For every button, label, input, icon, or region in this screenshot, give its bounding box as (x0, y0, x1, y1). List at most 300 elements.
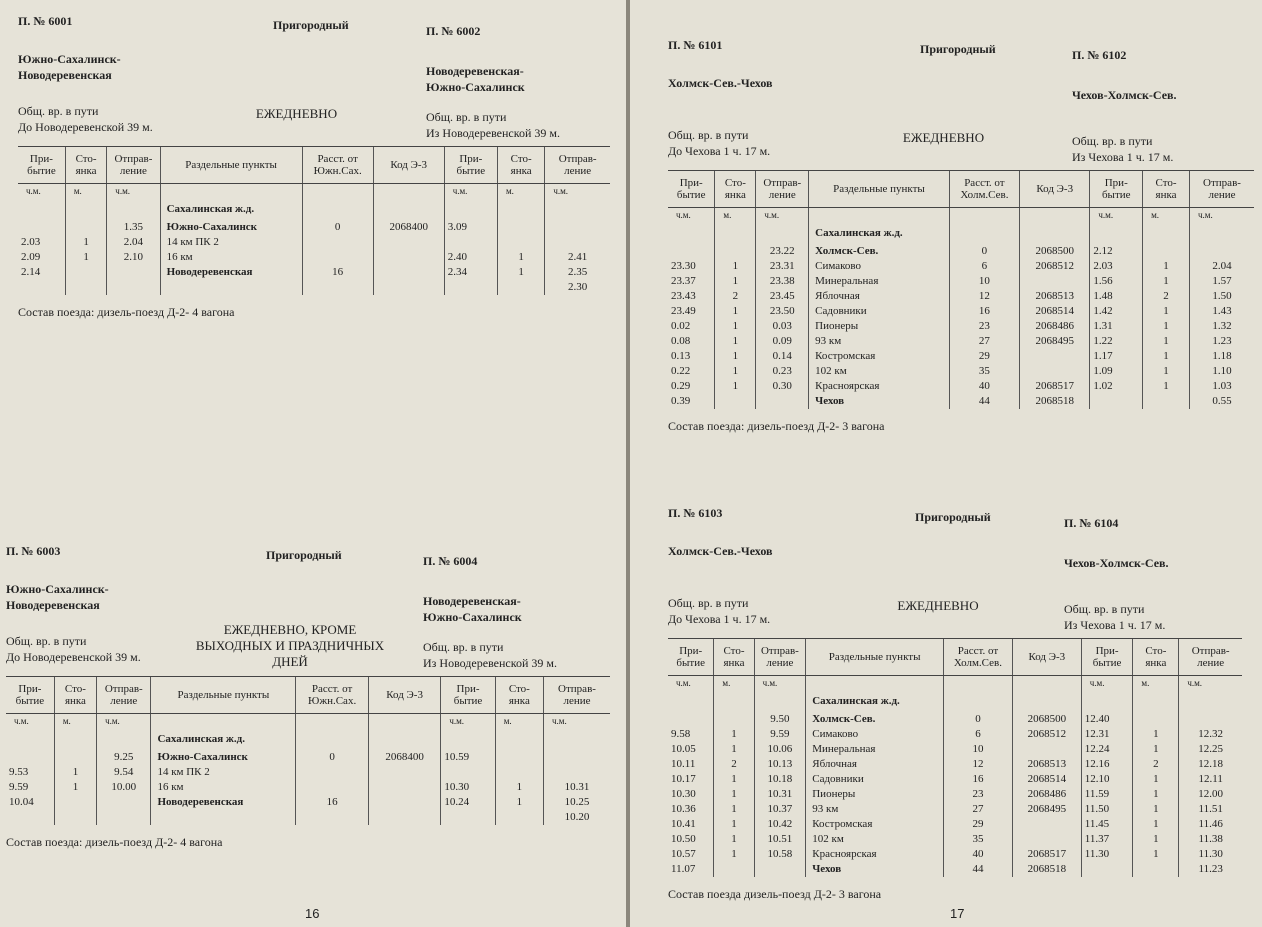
unit-label: ч.м. (676, 678, 691, 688)
right-page (630, 0, 1262, 927)
station-code: 2068518 (1020, 394, 1090, 409)
arrival-header: При-бытие (18, 147, 65, 184)
return-departure-time (545, 235, 610, 250)
station-code: 2068500 (1012, 712, 1081, 727)
return-departure-header: Отправ-ление (1189, 171, 1254, 208)
station-code: 2068400 (368, 750, 440, 765)
return-stop-minutes (497, 280, 544, 295)
return-arrival-header: При-бытие (1081, 639, 1133, 676)
stop-minutes (715, 394, 756, 409)
route-forward-line1: Южно-Сахалинск- (18, 52, 121, 66)
timetable-table (668, 638, 1242, 877)
stop-minutes: 1 (714, 772, 754, 787)
departure-time: 0.30 (756, 379, 809, 394)
arrival-time: 10.17 (671, 773, 696, 785)
points-header: Раздельные пункты (809, 171, 950, 208)
return-arrival-time: 2.40 (444, 250, 497, 265)
route-return-line1: Чехов-Холмск-Сев. (1072, 88, 1177, 102)
unit-label: ч.м. (1081, 676, 1133, 691)
railway-section-row (668, 690, 1242, 712)
station-code (1020, 274, 1090, 289)
return-arrival-header: При-бытие (444, 147, 497, 184)
return-departure-time: 1.03 (1189, 379, 1254, 394)
return-stop-minutes: 1 (1133, 772, 1179, 787)
stop-header: Сто-янка (54, 677, 96, 714)
station-name: 93 км (806, 802, 944, 817)
return-departure-time: 1.57 (1189, 274, 1254, 289)
station-name: 93 км (809, 334, 950, 349)
stop-minutes (54, 750, 96, 765)
departure-time (756, 394, 809, 409)
return-stop-minutes: 1 (1133, 727, 1179, 742)
railway-section-title: Сахалинская ж.д. (151, 728, 296, 750)
return-departure-time: 1.32 (1189, 319, 1254, 334)
table-row (668, 802, 1242, 817)
distance-km: 29 (944, 817, 1013, 832)
route-return-line2: Южно-Сахалинск (423, 610, 522, 624)
stop-minutes: 1 (715, 379, 756, 394)
departure-time (754, 862, 806, 877)
arrival-time: 9.58 (671, 728, 691, 740)
table-row (668, 817, 1242, 832)
return-arrival-time (1081, 862, 1133, 877)
return-arrival-time: 2.34 (444, 265, 497, 280)
station-name: Южно-Сахалинск (160, 220, 302, 235)
return-arrival-time: 1.31 (1090, 319, 1143, 334)
stop-minutes (714, 862, 754, 877)
stop-minutes (54, 795, 96, 810)
arrival-time (6, 810, 54, 825)
station-name: 14 км ПК 2 (160, 235, 302, 250)
return-departure-time: 11.38 (1179, 832, 1242, 847)
station-name: Садовники (809, 304, 950, 319)
stop-minutes: 1 (715, 364, 756, 379)
days-of-operation (829, 598, 1047, 614)
arrival-header: При-бытие (6, 677, 54, 714)
distance-km: 6 (949, 259, 1019, 274)
departure-time: 9.54 (97, 765, 151, 780)
stop-minutes (65, 265, 106, 280)
return-stop-minutes: 1 (1133, 742, 1179, 757)
return-stop-minutes: 1 (495, 780, 543, 795)
station-name: Чехов (806, 862, 944, 877)
stop-minutes (65, 220, 106, 235)
table-row (668, 334, 1254, 349)
return-arrival-time: 1.42 (1090, 304, 1143, 319)
distance-km: 16 (296, 795, 368, 810)
station-name: Яблочная (806, 757, 944, 772)
departure-time: 10.18 (754, 772, 806, 787)
return-stop-minutes: 1 (1143, 334, 1190, 349)
stop-minutes: 2 (715, 289, 756, 304)
train-composition: Состав поезда: дизель-поезд Д-2- 4 вагона (6, 835, 223, 849)
stop-minutes: 1 (715, 304, 756, 319)
arrival-time: 10.04 (9, 796, 34, 808)
train-composition: Состав поезда: дизель-поезд Д-2- 3 вагона (668, 419, 885, 433)
unit-label: ч.м. (107, 184, 160, 199)
route-return-line1: Новодеревенская- (423, 594, 521, 608)
unit-empty (809, 208, 950, 223)
unit-empty (806, 676, 944, 691)
distance-km: 40 (949, 379, 1019, 394)
return-departure-time: 12.00 (1179, 787, 1242, 802)
arrival-time: 9.53 (9, 766, 29, 778)
arrival-time: 23.43 (671, 290, 696, 302)
return-arrival-time: 10.24 (441, 795, 495, 810)
unit-label: ч.м. (97, 714, 151, 729)
unit-label: м. (715, 208, 756, 223)
days-of-operation (184, 106, 409, 122)
travel-time-forward-label: Общ. вр. в пути (668, 596, 749, 610)
table-row (668, 274, 1254, 289)
unit-empty (368, 714, 440, 729)
unit-label: ч.м. (544, 714, 611, 729)
distance-km (302, 235, 373, 250)
return-departure-header: Отправ-ление (545, 147, 610, 184)
station-code: 2068400 (373, 220, 444, 235)
table-row (668, 364, 1254, 379)
travel-time-return-label: Общ. вр. в пути (426, 110, 507, 124)
train-number-return: П. № 6002 (426, 24, 481, 38)
arrival-header: При-бытие (668, 639, 714, 676)
distance-km: 16 (949, 304, 1019, 319)
days-line2: ВЫХОДНЫХ И ПРАЗДНИЧНЫХ (195, 638, 385, 653)
return-arrival-time: 3.09 (444, 220, 497, 235)
station-name: Чехов (809, 394, 950, 409)
unit-empty (1012, 676, 1081, 691)
distance-header: Расст. от Холм.Сев. (949, 171, 1019, 208)
return-stop-minutes (1133, 712, 1179, 727)
arrival-time: 2.09 (21, 251, 41, 263)
table-row (668, 304, 1254, 319)
return-departure-time: 11.30 (1179, 847, 1242, 862)
distance-km: 23 (944, 787, 1013, 802)
train-number-forward: П. № 6103 (668, 506, 723, 520)
table-row (668, 379, 1254, 394)
points-header: Раздельные пункты (806, 639, 944, 676)
timetable-6001 (18, 14, 610, 320)
station-code: 2068495 (1020, 334, 1090, 349)
travel-time-return-label: Общ. вр. в пути (1072, 134, 1153, 148)
column-headers (6, 677, 610, 714)
station-name (160, 280, 302, 295)
column-headers (18, 147, 610, 184)
unit-label: м. (1143, 208, 1190, 223)
distance-km: 16 (302, 265, 373, 280)
return-arrival-time: 11.37 (1081, 832, 1133, 847)
travel-time-forward-value: До Новодеревенской 39 м. (6, 650, 141, 664)
train-number-forward: П. № 6003 (6, 544, 61, 558)
return-departure-time: 1.43 (1189, 304, 1254, 319)
arrival-header: При-бытие (668, 171, 715, 208)
unit-empty (373, 184, 444, 199)
arrival-time: 2.14 (21, 266, 41, 278)
distance-km: 44 (944, 862, 1013, 877)
station-code: 2068495 (1012, 802, 1081, 817)
timetable-6101 (668, 38, 1254, 434)
return-arrival-time: 1.17 (1090, 349, 1143, 364)
return-arrival-time: 12.24 (1081, 742, 1133, 757)
table-row (668, 727, 1242, 742)
return-departure-time: 0.55 (1189, 394, 1254, 409)
return-departure-time: 2.04 (1189, 259, 1254, 274)
unit-label: ч.м. (676, 210, 691, 220)
table-row (6, 780, 610, 795)
return-departure-time: 1.23 (1189, 334, 1254, 349)
return-stop-minutes: 2 (1143, 289, 1190, 304)
railway-section-row (668, 222, 1254, 244)
return-stop-minutes: 1 (495, 795, 543, 810)
railway-section-title: Сахалинская ж.д. (809, 222, 950, 244)
table-row (6, 765, 610, 780)
code-header: Код Э-3 (373, 147, 444, 184)
station-name: Минеральная (809, 274, 950, 289)
return-stop-minutes (1143, 394, 1190, 409)
arrival-time: 0.02 (671, 320, 691, 332)
departure-time: 9.25 (97, 750, 151, 765)
distance-header: Расст. от Южн.Сах. (302, 147, 373, 184)
timetable-header (18, 14, 610, 146)
travel-time-return-value: Из Чехова 1 ч. 17 м. (1064, 618, 1166, 632)
stop-minutes: 1 (65, 235, 106, 250)
stop-header: Сто-янка (714, 639, 754, 676)
unit-label: м. (497, 184, 544, 199)
stop-minutes: 1 (714, 727, 754, 742)
distance-km: 0 (944, 712, 1013, 727)
train-kind: Пригородный (273, 18, 349, 32)
travel-time-forward-value: До Чехова 1 ч. 17 м. (668, 144, 771, 158)
station-name: 102 км (806, 832, 944, 847)
arrival-time: 10.05 (671, 743, 696, 755)
station-code: 2068486 (1012, 787, 1081, 802)
return-stop-minutes (497, 235, 544, 250)
unit-empty (160, 184, 302, 199)
distance-km (302, 280, 373, 295)
arrival-time: 10.41 (671, 818, 696, 830)
code-header: Код Э-3 (1020, 171, 1090, 208)
unit-label: ч.м. (1189, 208, 1254, 223)
station-code: 2068518 (1012, 862, 1081, 877)
station-code: 2068512 (1012, 727, 1081, 742)
departure-time (97, 810, 151, 825)
arrival-time: 10.57 (671, 848, 696, 860)
departure-time: 10.58 (754, 847, 806, 862)
station-name: Пионеры (806, 787, 944, 802)
days-line1: ЕЖЕДНЕВНО (902, 130, 985, 145)
station-name: Яблочная (809, 289, 950, 304)
code-header: Код Э-3 (368, 677, 440, 714)
station-name: Холмск-Сев. (806, 712, 944, 727)
departure-header: Отправ-ление (107, 147, 160, 184)
unit-label: м. (495, 714, 543, 729)
stop-minutes (714, 712, 754, 727)
distance-header: Расст. от Холм.Сев. (944, 639, 1013, 676)
station-name: Симаково (806, 727, 944, 742)
station-code: 2068513 (1012, 757, 1081, 772)
departure-time: 2.10 (107, 250, 160, 265)
departure-time: 10.31 (754, 787, 806, 802)
days-of-operation (175, 622, 405, 670)
return-arrival-time: 1.22 (1090, 334, 1143, 349)
stop-minutes: 1 (54, 765, 96, 780)
return-departure-time (544, 750, 611, 765)
return-stop-minutes: 1 (1143, 379, 1190, 394)
unit-row (18, 184, 610, 199)
station-code (368, 810, 440, 825)
station-name: Костромская (806, 817, 944, 832)
distance-km (302, 250, 373, 265)
table-row (668, 772, 1242, 787)
unit-empty (302, 184, 373, 199)
return-departure-time: 2.30 (545, 280, 610, 295)
travel-time-return-value: Из Чехова 1 ч. 17 м. (1072, 150, 1174, 164)
arrival-time: 23.37 (671, 275, 696, 287)
distance-km (296, 765, 368, 780)
distance-km: 27 (949, 334, 1019, 349)
route-return-line1: Новодеревенская- (426, 64, 524, 78)
days-line3: ДНЕЙ (272, 654, 308, 669)
station-code: 2068513 (1020, 289, 1090, 304)
page-number: 17 (950, 906, 965, 921)
timetable-header (668, 506, 1242, 638)
stop-header: Сто-янка (715, 171, 756, 208)
arrival-time (668, 244, 715, 259)
station-name: Южно-Сахалинск (151, 750, 296, 765)
table-row (18, 235, 610, 250)
departure-time: 1.35 (107, 220, 160, 235)
departure-time: 23.45 (756, 289, 809, 304)
departure-time: 2.04 (107, 235, 160, 250)
return-arrival-time (1090, 394, 1143, 409)
return-arrival-time: 2.03 (1090, 259, 1143, 274)
return-departure-time (545, 220, 610, 235)
station-code: 2068500 (1020, 244, 1090, 259)
return-stop-minutes: 1 (1133, 802, 1179, 817)
route-forward-line2: Новодеревенская (18, 68, 112, 82)
table-row (668, 712, 1242, 727)
distance-header: Расст. от Южн.Сах. (296, 677, 368, 714)
station-code (373, 280, 444, 295)
stop-minutes: 1 (715, 259, 756, 274)
station-name: 16 км (160, 250, 302, 265)
unit-label: ч.м. (1090, 208, 1143, 223)
return-stop-minutes: 1 (1143, 274, 1190, 289)
departure-time: 10.37 (754, 802, 806, 817)
unit-label: м. (714, 676, 754, 691)
unit-label: м. (54, 714, 96, 729)
table-row (668, 847, 1242, 862)
return-arrival-time (441, 765, 495, 780)
return-stop-header: Сто-янка (1143, 171, 1190, 208)
distance-km: 10 (944, 742, 1013, 757)
unit-empty (1020, 208, 1090, 223)
departure-time: 23.50 (756, 304, 809, 319)
table-row (668, 394, 1254, 409)
distance-km: 6 (944, 727, 1013, 742)
train-composition: Состав поезда: дизель-поезд Д-2- 4 вагона (18, 305, 235, 319)
station-name: Пионеры (809, 319, 950, 334)
return-stop-header: Сто-янка (495, 677, 543, 714)
departure-header: Отправ-ление (756, 171, 809, 208)
unit-empty (944, 676, 1013, 691)
distance-km: 12 (949, 289, 1019, 304)
unit-label: м. (1133, 676, 1179, 691)
points-header: Раздельные пункты (151, 677, 296, 714)
unit-label: ч.м. (14, 716, 29, 726)
table-row (668, 787, 1242, 802)
stop-minutes: 2 (714, 757, 754, 772)
arrival-time: 0.13 (671, 350, 691, 362)
table-row (6, 795, 610, 810)
arrival-time: 10.36 (671, 803, 696, 815)
code-header: Код Э-3 (1012, 639, 1081, 676)
return-stop-minutes: 2 (1133, 757, 1179, 772)
table-row (18, 265, 610, 280)
departure-time: 23.22 (756, 244, 809, 259)
route-forward-line1: Холмск-Сев.-Чехов (668, 544, 773, 558)
distance-km (296, 780, 368, 795)
station-code: 2068514 (1020, 304, 1090, 319)
train-number-forward: П. № 6001 (18, 14, 73, 28)
stop-header: Сто-янка (65, 147, 106, 184)
return-stop-minutes (495, 765, 543, 780)
table-row (6, 810, 610, 825)
return-departure-time (1179, 712, 1242, 727)
station-name (151, 810, 296, 825)
railway-section-title: Сахалинская ж.д. (806, 690, 944, 712)
unit-row (668, 208, 1254, 223)
travel-time-return-value: Из Новодеревенской 39 м. (423, 656, 557, 670)
unit-label: ч.м. (756, 208, 809, 223)
station-code (368, 780, 440, 795)
route-forward-line1: Холмск-Сев.-Чехов (668, 76, 773, 90)
departure-time (107, 265, 160, 280)
station-name: 102 км (809, 364, 950, 379)
route-return-line2: Южно-Сахалинск (426, 80, 525, 94)
station-name: Красноярская (806, 847, 944, 862)
arrival-time: 11.07 (671, 863, 696, 875)
distance-km: 29 (949, 349, 1019, 364)
return-stop-minutes: 1 (1143, 319, 1190, 334)
timetable-header (6, 544, 610, 676)
return-departure-time: 12.11 (1179, 772, 1242, 787)
return-stop-minutes: 1 (1133, 832, 1179, 847)
table-row (668, 349, 1254, 364)
stop-minutes: 1 (715, 334, 756, 349)
return-stop-minutes (497, 220, 544, 235)
railway-section-row (18, 198, 610, 220)
return-arrival-header: При-бытие (441, 677, 495, 714)
return-arrival-time: 1.56 (1090, 274, 1143, 289)
arrival-time (18, 220, 65, 235)
departure-time: 0.09 (756, 334, 809, 349)
station-name: 14 км ПК 2 (151, 765, 296, 780)
arrival-time: 10.30 (671, 788, 696, 800)
return-departure-time: 11.51 (1179, 802, 1242, 817)
arrival-time (668, 712, 714, 727)
stop-minutes: 1 (65, 250, 106, 265)
train-number-forward: П. № 6101 (668, 38, 723, 52)
return-departure-time: 11.46 (1179, 817, 1242, 832)
days-of-operation (832, 130, 1055, 146)
arrival-time: 2.03 (21, 236, 41, 248)
return-arrival-time: 12.40 (1081, 712, 1133, 727)
departure-time (97, 795, 151, 810)
travel-time-return-label: Общ. вр. в пути (1064, 602, 1145, 616)
distance-km: 23 (949, 319, 1019, 334)
return-departure-time: 12.32 (1179, 727, 1242, 742)
unit-empty (296, 714, 368, 729)
